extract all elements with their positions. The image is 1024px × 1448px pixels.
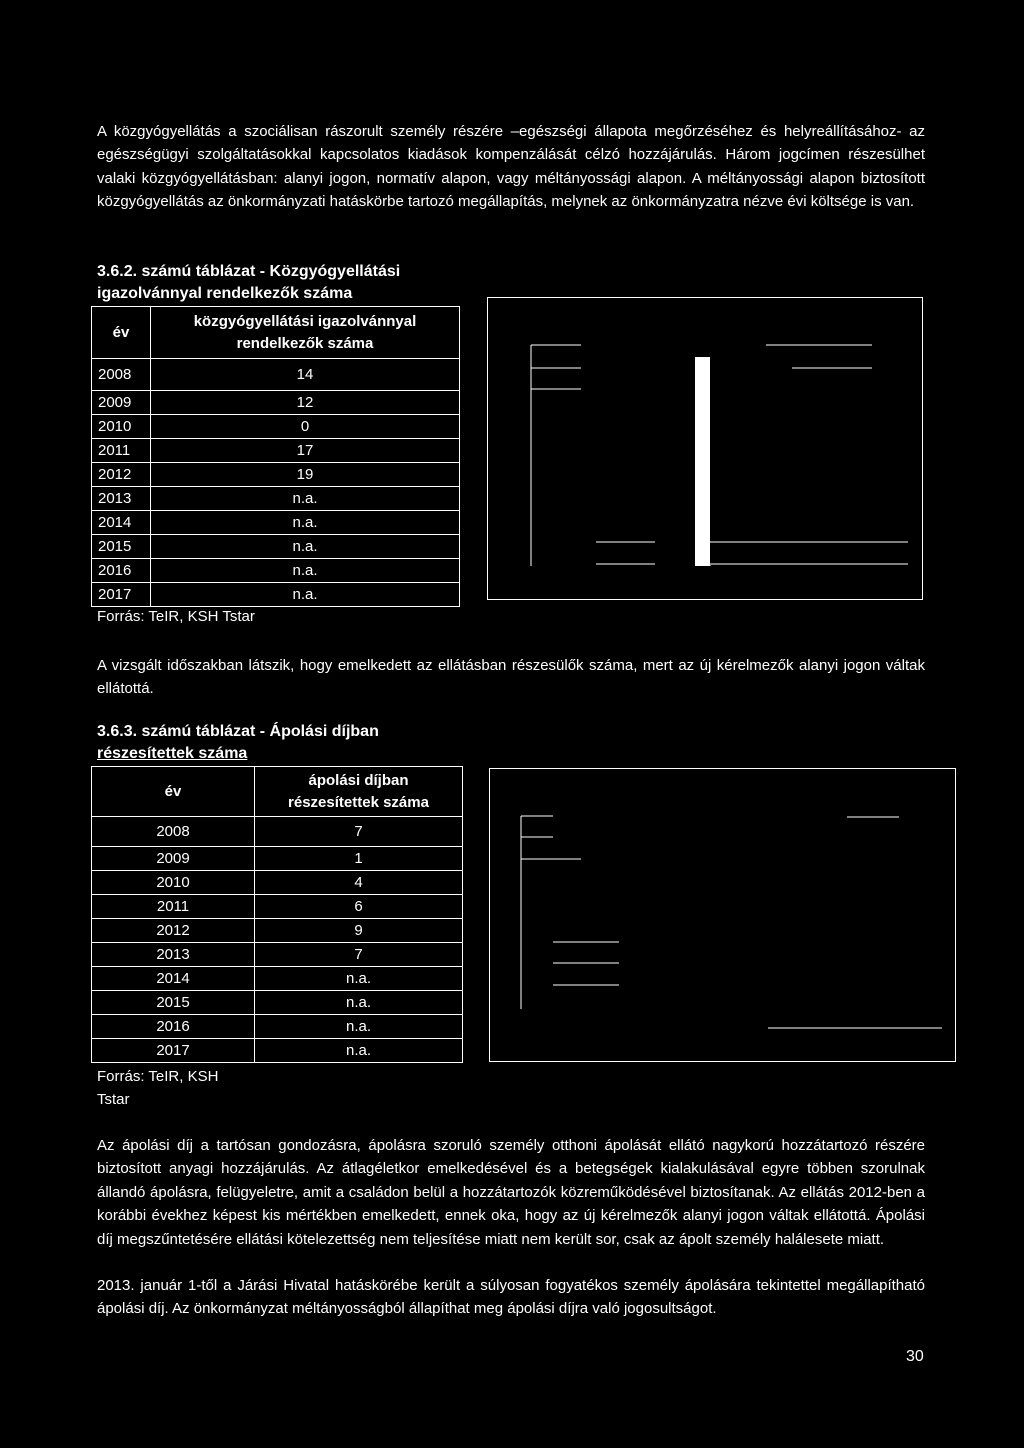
table2-caption-line1: 3.6.3. számú táblázat - Ápolási díjban: [97, 723, 379, 740]
table-row: [92, 919, 463, 943]
table-cell-year: 2016: [92, 1015, 255, 1039]
table2: [91, 766, 463, 1063]
table-cell-value: n.a.: [255, 991, 463, 1015]
table-cell-year: 2016: [92, 559, 151, 583]
intro-paragraph: A közgyógyellátás a szociálisan rászorult személy részére –egészségi állapota megőrzéséhez és helyreállításához- az egészségügyi szolgáltatásokkal kapcsolatos kiadások kompenzálását célzó hozzájárulás. Három jogcímen részesülhet valaki közgyógyellátásban: alanyi jogon, normatív alapon, vagy méltányossági alapon. A méltányossági alapon biztosított közgyógyellátás az önkormányzati hatáskörbe tartozó megállapítás, melynek az önkormányzatra nézve évi költsége is van.: [97, 123, 925, 211]
table1-col-value-line1: közgyógyellátási igazolvánnyal: [193, 312, 417, 330]
closing-paragraph-2: 2013. január 1-től a Járási Hivatal hatáskörébe került a súlyosan fogyatékos személy ápolására tekintettel megállapítható ápolási díj. Az önkormányzat méltányosságból állapíthat meg ápolási díjra való jogosultságot.: [97, 1277, 925, 1318]
table-cell-year: 2008: [92, 359, 151, 391]
table-cell-value: n.a.: [255, 967, 463, 991]
table-cell-year: 2009: [92, 391, 151, 415]
table-cell-year: 2015: [92, 991, 255, 1015]
table1-source: Forrás: TeIR, KSH Tstar: [97, 608, 255, 625]
table2-source-line1: Forrás: TeIR, KSH: [97, 1068, 219, 1085]
chart1-canvas: [488, 298, 922, 599]
table-row: [92, 415, 460, 439]
table-cell-year: 2008: [92, 817, 255, 847]
table-cell-year: 2014: [92, 511, 151, 535]
table-cell-year: 2009: [92, 847, 255, 871]
table-row: [92, 943, 463, 967]
table-row: [92, 359, 460, 391]
chart2-frame: [489, 768, 956, 1062]
table-row: [92, 511, 460, 535]
table-cell-year: 2010: [92, 415, 151, 439]
table-cell-value: 17: [151, 439, 460, 463]
table-cell-value: 7: [255, 817, 463, 847]
table2-col-value: [255, 767, 463, 817]
table-row: [92, 967, 463, 991]
table-cell-year: 2013: [92, 943, 255, 967]
table2-col-year: év: [92, 767, 255, 817]
page-number: 30: [906, 1348, 924, 1365]
middle-paragraph: A vizsgált időszakban látszik, hogy emelkedett az ellátásban részesülők száma, mert az új kérelmezők alanyi jogon váltak ellátottá.: [97, 657, 925, 698]
table1: [91, 306, 460, 607]
table-cell-value: 1: [255, 847, 463, 871]
table-cell-value: 0: [151, 415, 460, 439]
table-row: [92, 439, 460, 463]
chart2-canvas: [490, 769, 955, 1061]
table2-source-line2: Tstar: [97, 1091, 130, 1108]
chart1-frame: [487, 297, 923, 600]
table-row: [92, 391, 460, 415]
table-row: [92, 1015, 463, 1039]
table-row: [92, 991, 463, 1015]
table1-caption-line2: igazolvánnyal rendelkezők száma: [97, 285, 353, 302]
table-cell-year: 2010: [92, 871, 255, 895]
chart1-bar: [695, 357, 710, 566]
table2-col-value-line2: részesítettek száma: [288, 793, 429, 811]
table-cell-value: 7: [255, 943, 463, 967]
table-cell-value: 4: [255, 871, 463, 895]
table2-caption: [97, 721, 379, 765]
table-row: [92, 895, 463, 919]
table-row: [92, 535, 460, 559]
table-cell-year: 2017: [92, 1039, 255, 1063]
table-cell-year: 2011: [92, 439, 151, 463]
table2-col-value-line1: ápolási díjban: [308, 771, 409, 789]
table1-col-value-line2: rendelkezők száma: [236, 334, 374, 352]
table-cell-value: 19: [151, 463, 460, 487]
table1-col-value: [151, 307, 460, 359]
table-cell-value: n.a.: [151, 487, 460, 511]
table-cell-year: 2012: [92, 919, 255, 943]
table-row: [92, 817, 463, 847]
table-cell-value: 6: [255, 895, 463, 919]
table2-source: [97, 1065, 218, 1111]
table-cell-value: 12: [151, 391, 460, 415]
table-cell-value: n.a.: [151, 583, 460, 607]
table2-caption-line2: részesítettek száma: [97, 745, 248, 762]
table1-caption-line1: 3.6.2. számú táblázat - Közgyógyellátási: [97, 263, 401, 280]
table-cell-value: 9: [255, 919, 463, 943]
table-cell-year: 2015: [92, 535, 151, 559]
closing-paragraph-1: Az ápolási díj a tartósan gondozásra, ápolásra szoruló személy otthoni ápolását ellátó nagykorú hozzátartozó részére biztosított anyagi hozzájárulás. Az átlagéletkor emelkedésével és a betegségek kialakulásával egyre többen szorulnak állandó ápolásra, felügyeletre, amit a családon belül a hozzátartozók közreműködésével biztosítanak. Az ellátás 2012-ben a korábbi évekhez képest kis mértékben emelkedett, ennek oka, hogy az új kérelmezők alanyi jogon váltak ellátottá. Ápolási díj megszűntetésére ellátási kötelezettség nem teljesítése miatt nem került sor, csak az ápolt személy halálesete miatt.: [97, 1137, 925, 1248]
table-row: [92, 1039, 463, 1063]
table-cell-year: 2014: [92, 967, 255, 991]
table-cell-year: 2017: [92, 583, 151, 607]
table-row: [92, 583, 460, 607]
table-cell-value: n.a.: [255, 1039, 463, 1063]
table-cell-year: 2013: [92, 487, 151, 511]
table-cell-value: n.a.: [151, 535, 460, 559]
table-row: [92, 559, 460, 583]
table-cell-year: 2012: [92, 463, 151, 487]
table-row: [92, 487, 460, 511]
table-row: [92, 847, 463, 871]
table-cell-value: 14: [151, 359, 460, 391]
table1-caption: [97, 261, 400, 305]
table-cell-year: 2011: [92, 895, 255, 919]
table-cell-value: n.a.: [151, 511, 460, 535]
table-row: [92, 463, 460, 487]
table-cell-value: n.a.: [151, 559, 460, 583]
table1-col-year: év: [92, 307, 151, 359]
table-cell-value: n.a.: [255, 1015, 463, 1039]
table-row: [92, 871, 463, 895]
